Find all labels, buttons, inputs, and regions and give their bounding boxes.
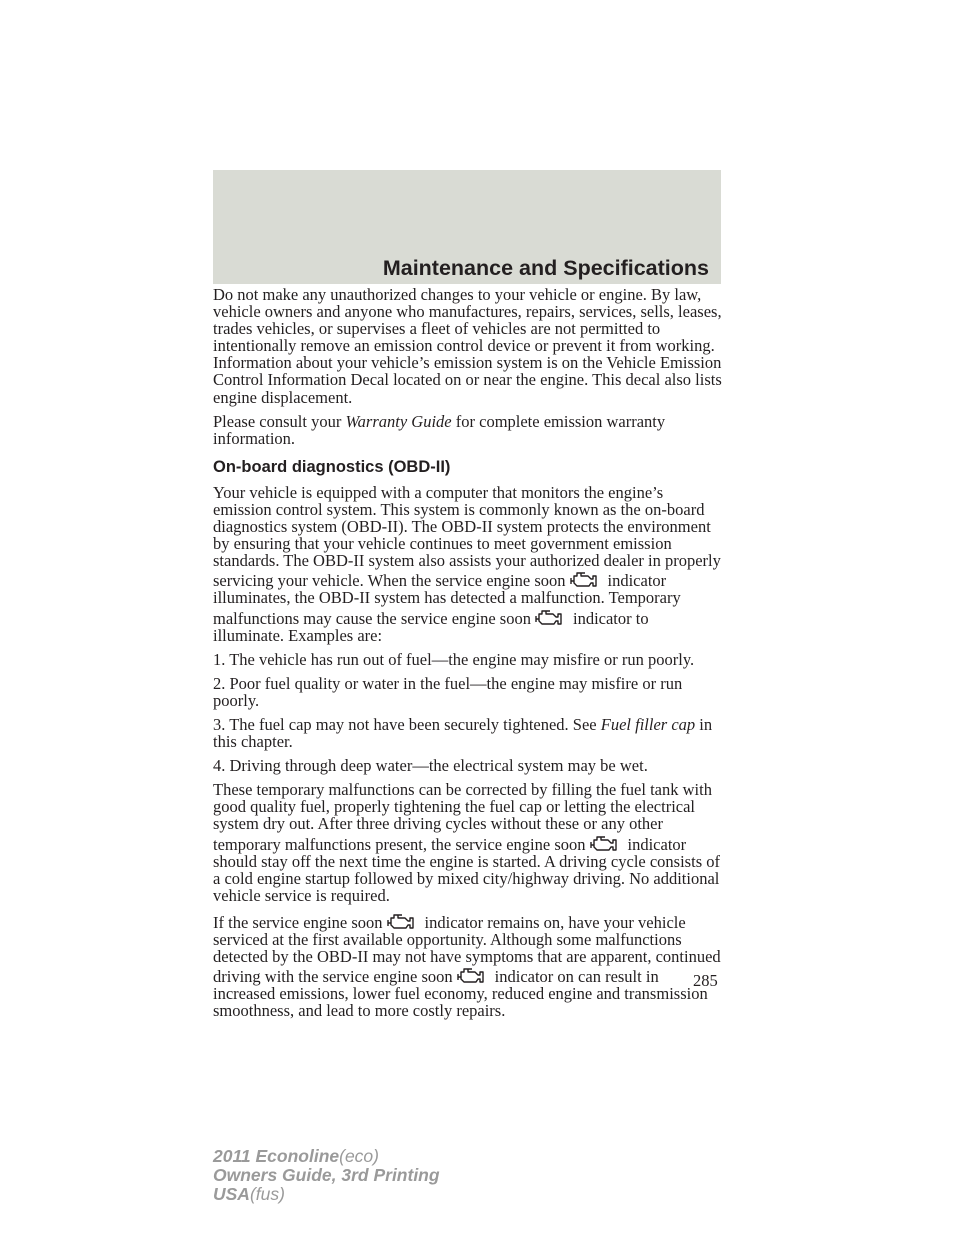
remain-text-3: indicator on can result in increased emissions, lower fuel economy, reduced engine and transmission smoothness, and lead to more costly repairs.	[213, 967, 708, 1021]
check-engine-icon	[533, 607, 563, 627]
remain-text-2: indicator remains on, have your vehicle serviced at the first available opportunity. Although some malfunctions detected by the OBD-II may not have symptoms that are apparent, continued driving with the service engine soon	[213, 912, 721, 987]
section-header-band	[213, 170, 721, 284]
fuel-filler-cap-reference: Fuel filler cap	[600, 714, 696, 734]
footer-printing: Owners Guide, 3rd Printing	[213, 1165, 440, 1186]
paragraph-emission-changes: Do not make any unauthorized changes to your vehicle or engine. By law, vehicle owners and anyone who manufactures, repairs, services, sells, leases, trades vehicles, or supervises a fleet of vehicles are not permitted to intentionally remove an emission control device or prevent it from working. Information about your vehicle’s emission system is on the Vehicle Emission Control Information Decal located on or near the engine. This decal also lists engine displacement.	[213, 285, 722, 407]
obd-text-2: indicator illuminates, the OBD-II system has detected a malfunction. Temporary malfunctions may cause the service engine soon	[213, 571, 681, 628]
list-item-2: 2. Poor fuel quality or water in the fuel—the engine may misfire or run poorly.	[213, 673, 683, 710]
paragraph-warranty	[213, 413, 723, 447]
page-number: 285	[693, 971, 718, 990]
paragraph-indicator-remains-on	[213, 911, 723, 1020]
footer-model: 2011 Econoline	[213, 1146, 340, 1166]
footer-line-1	[213, 1147, 440, 1166]
item3-text-before: 3. The fuel cap may not have been securely tightened. See	[213, 714, 601, 734]
check-engine-icon	[385, 911, 415, 931]
check-engine-icon	[455, 965, 485, 985]
list-item-4: 4. Driving through deep water—the electrical system may be wet.	[213, 756, 648, 776]
check-engine-icon	[568, 569, 598, 589]
temp-text-2: indicator should stay off the next time the engine is started. A driving cycle consists of a cold engine startup followed by mixed city/highway driving. No additional vehicle service is required.	[213, 834, 720, 905]
obd-text-1: Your vehicle is equipped with a computer that monitors the engine’s emission control system. This system is commonly known as the on-board diagnostics system (OBD-II). The OBD-II system protects the environment by ensuring that your vehicle continues to meet government emission standards. The OBD-II system also assists your authorized dealer in properly servicing your vehicle. When the service engine soon	[213, 482, 721, 591]
obd-heading: On-board diagnostics (OBD-II)	[213, 457, 451, 476]
temp-text-1: These temporary malfunctions can be corrected by filling the fuel tank with good quality fuel, properly tightening the fuel cap or letting the electrical system dry out. After three driving cycles without these or any other temporary malfunctions present, the service engine soon	[213, 780, 712, 854]
footer-market-code: (fus)	[249, 1184, 285, 1205]
list-item-1: 1. The vehicle has run out of fuel—the engine may misfire or run poorly.	[213, 649, 695, 669]
section-title: Maintenance and Specifications	[382, 256, 709, 280]
check-engine-icon	[588, 833, 618, 853]
list-item-3	[213, 716, 723, 750]
footer-print-info	[213, 1147, 440, 1205]
footer-market: USA	[213, 1184, 250, 1205]
obd-text-3: indicator to illuminate. Examples are:	[213, 608, 649, 645]
footer-model-code: (eco)	[339, 1146, 379, 1166]
footer-line-2	[213, 1166, 440, 1185]
paragraph-obd-description	[213, 484, 723, 644]
warranty-guide-reference: Warranty Guide	[345, 411, 452, 431]
remain-text-1: If the service engine soon	[213, 912, 383, 932]
footer-line-3	[213, 1185, 440, 1204]
warranty-text-after: for complete emission warranty information.	[213, 411, 666, 448]
paragraph-temporary-malfunctions	[213, 781, 723, 904]
page-content	[213, 286, 723, 1026]
item3-text-after: in this chapter.	[213, 714, 713, 752]
warranty-text-before: Please consult your	[213, 411, 346, 431]
